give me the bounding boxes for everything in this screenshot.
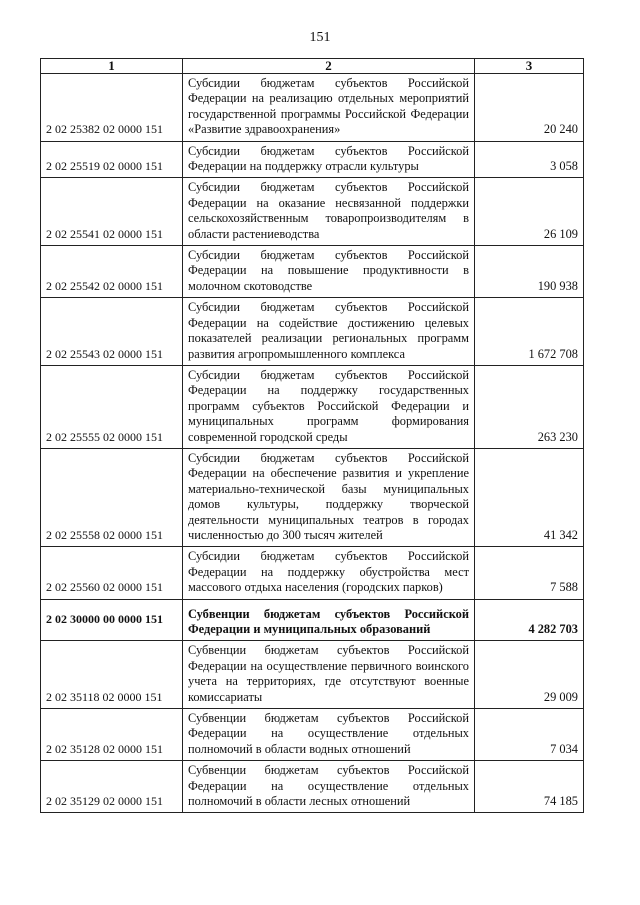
revenue-amount: 20 240	[475, 74, 584, 142]
revenue-code: 2 02 35129 02 0000 151	[41, 761, 183, 813]
table-row	[41, 74, 584, 142]
table-row	[41, 178, 584, 246]
revenue-name: Субсидии бюджетам субъектов Российской Федерации на повышение продуктивности в молочном скотоводстве	[183, 246, 475, 298]
page-number: 151	[309, 30, 331, 45]
revenue-amount: 41 342	[475, 448, 584, 546]
table-row	[41, 709, 584, 761]
revenue-amount: 7 034	[475, 709, 584, 761]
revenue-code: 2 02 25560 02 0000 151	[41, 547, 183, 599]
revenue-name: Субвенции бюджетам субъектов Российской Федерации на осуществление отдельных полномочий в области лесных отношений	[183, 761, 475, 813]
revenue-amount: 190 938	[475, 246, 584, 298]
revenue-amount: 263 230	[475, 365, 584, 448]
revenue-name: Субвенции бюджетам субъектов Российской Федерации на осуществление отдельных полномочий в области водных отношений	[183, 709, 475, 761]
table-row	[41, 761, 584, 813]
table-row	[41, 547, 584, 599]
revenue-amount: 26 109	[475, 178, 584, 246]
revenue-name: Субсидии бюджетам субъектов Российской Федерации на оказание несвязанной поддержки сельскохозяйственным товаропроизводителям в области растениеводства	[183, 178, 475, 246]
table-row	[41, 641, 584, 709]
table-row	[41, 141, 584, 178]
revenue-code: 2 02 25541 02 0000 151	[41, 178, 183, 246]
table-row	[41, 448, 584, 546]
column-header-name: 2	[183, 59, 475, 74]
table-row	[41, 298, 584, 366]
revenue-code: 2 02 25543 02 0000 151	[41, 298, 183, 366]
revenue-amount: 1 672 708	[475, 298, 584, 366]
revenue-amount: 74 185	[475, 761, 584, 813]
revenue-amount: 4 282 703	[475, 599, 584, 641]
revenue-name: Субвенции бюджетам субъектов Российской Федерации и муниципальных образований	[183, 599, 475, 641]
revenue-amount: 29 009	[475, 641, 584, 709]
column-header-code: 1	[41, 59, 183, 74]
revenue-code: 2 02 25519 02 0000 151	[41, 141, 183, 178]
revenue-code: 2 02 25555 02 0000 151	[41, 365, 183, 448]
column-header-amount: 3	[475, 59, 584, 74]
revenue-name: Субсидии бюджетам субъектов Российской Федерации на реализацию отдельных мероприятий государственной программы Российской Федерации «Развитие здравоохранения»	[183, 74, 475, 142]
table-row	[41, 246, 584, 298]
revenue-code: 2 02 25382 02 0000 151	[41, 74, 183, 142]
table-row-subtotal	[41, 599, 584, 641]
revenue-name: Субсидии бюджетам субъектов Российской Федерации на обеспечение развития и укрепление материально-технической базы муниципальных домов культуры, поддержку творческой деятельности муниципальных театров в городах численностью до 300 тысяч жителей	[183, 448, 475, 546]
revenue-code: 2 02 30000 00 0000 151	[41, 599, 183, 641]
budget-revenue-table	[40, 58, 584, 813]
revenue-name: Субсидии бюджетам субъектов Российской Федерации на поддержку государственных программ субъектов Российской Федерации и муниципальных программ формирования современной городской среды	[183, 365, 475, 448]
revenue-code: 2 02 25558 02 0000 151	[41, 448, 183, 546]
table-header-row	[41, 59, 584, 74]
revenue-code: 2 02 35128 02 0000 151	[41, 709, 183, 761]
revenue-name: Субсидии бюджетам субъектов Российской Федерации на поддержку отрасли культуры	[183, 141, 475, 178]
revenue-code: 2 02 25542 02 0000 151	[41, 246, 183, 298]
revenue-amount: 7 588	[475, 547, 584, 599]
revenue-code: 2 02 35118 02 0000 151	[41, 641, 183, 709]
revenue-name: Субсидии бюджетам субъектов Российской Федерации на содействие достижению целевых показателей реализации региональных программ развития агропромышленного комплекса	[183, 298, 475, 366]
revenue-name: Субсидии бюджетам субъектов Российской Федерации на поддержку обустройства мест массового отдыха населения (городских парков)	[183, 547, 475, 599]
revenue-amount: 3 058	[475, 141, 584, 178]
revenue-name: Субвенции бюджетам субъектов Российской Федерации на осуществление первичного воинского учета на территориях, где отсутствуют военные комиссариаты	[183, 641, 475, 709]
table-row	[41, 365, 584, 448]
